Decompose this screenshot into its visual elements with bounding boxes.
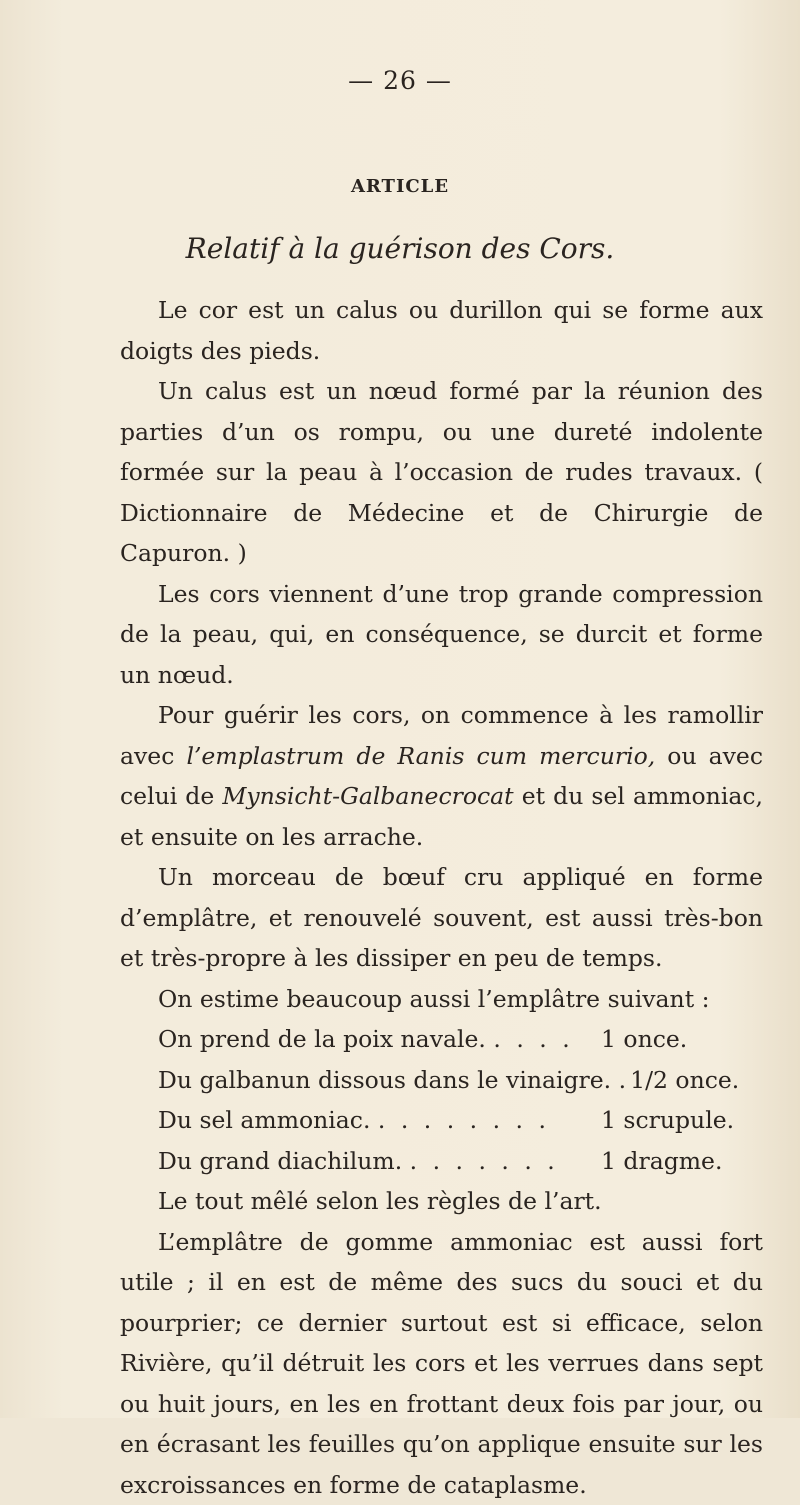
- paragraph-4-latin-term: l’emplastrum de Ranis cum mercurio,: [186, 742, 655, 770]
- recipe-list: [120, 1019, 763, 1181]
- paragraph-6: On estime beaucoup aussi l’emplâtre suivant :: [120, 979, 763, 1020]
- paragraph-4-text-c: ou avec celui de: [120, 742, 763, 811]
- paragraph-4: [120, 695, 763, 857]
- recipe-item: [158, 1141, 763, 1182]
- recipe-quantity: 1/2 once.: [630, 1060, 763, 1101]
- recipe-leader-dots: .: [619, 1066, 630, 1094]
- recipe-quantity: 1 dragme.: [601, 1141, 763, 1182]
- paragraph-3: Les cors viennent d’une trop grande compression de la peau, qui, en conséquence, se durcit et forme un nœud.: [120, 574, 763, 696]
- body-text: [120, 290, 763, 1505]
- paragraph-7: Le tout mêlé selon les règles de l’art.: [120, 1181, 763, 1222]
- article-subtitle: Relatif à la guérison des Cors.: [0, 232, 800, 265]
- paragraph-4-text-a: Pour guérir les cors, on commence à les ramollir avec: [120, 701, 763, 770]
- recipe-leader-dots: . . . .: [493, 1025, 573, 1053]
- paragraph-2: Un calus est un nœud formé par la réunion des parties d’un os rompu, ou une dureté indolente formée sur la peau à l’occasion de rudes travaux. ( Dictionnaire de Médecine et de Chirurgie de Capuron. ): [120, 371, 763, 574]
- paragraph-1: Le cor est un calus ou durillon qui se forme aux doigts des pieds.: [120, 290, 763, 371]
- recipe-item: [158, 1060, 763, 1101]
- recipe-quantity: 1 scrupule.: [601, 1100, 763, 1141]
- recipe-item: [158, 1019, 763, 1060]
- recipe-ingredient: Du sel ammoniac.: [158, 1106, 370, 1134]
- recipe-leader-dots: . . . . . . . .: [378, 1106, 550, 1134]
- recipe-ingredient: Du galbanun dissous dans le vinaigre.: [158, 1066, 611, 1094]
- paragraph-5: Un morceau de bœuf cru appliqué en forme d’emplâtre, et renouvelé souvent, est aussi très-bon et très-propre à les dissiper en peu de temps.: [120, 857, 763, 979]
- article-heading: ARTICLE: [0, 176, 800, 197]
- recipe-leader-dots: . . . . . . .: [410, 1147, 559, 1175]
- recipe-ingredient: Du grand diachilum.: [158, 1147, 402, 1175]
- recipe-quantity: 1 once.: [601, 1019, 763, 1060]
- recipe-item: [158, 1100, 763, 1141]
- paragraph-4-text-e: et du sel ammoniac, et ensuite on les arrache.: [120, 782, 763, 851]
- paragraph-8: L’emplâtre de gomme ammoniac est aussi fort utile ; il en est de même des sucs du souci et du pourprier; ce dernier surtout est si efficace, selon Rivière, qu’il détruit les cors et les verrues dans sept ou huit jours, en les en frottant deux fois par jour, ou en écrasant les feuilles qu’on applique ensuite sur les excroissances en forme de cataplasme.: [120, 1222, 763, 1505]
- paragraph-4-plaster-name: Mynsicht-Galbanecrocat: [222, 782, 513, 810]
- recipe-ingredient: On prend de la poix navale.: [158, 1025, 486, 1053]
- page-number: — 26 —: [0, 66, 800, 95]
